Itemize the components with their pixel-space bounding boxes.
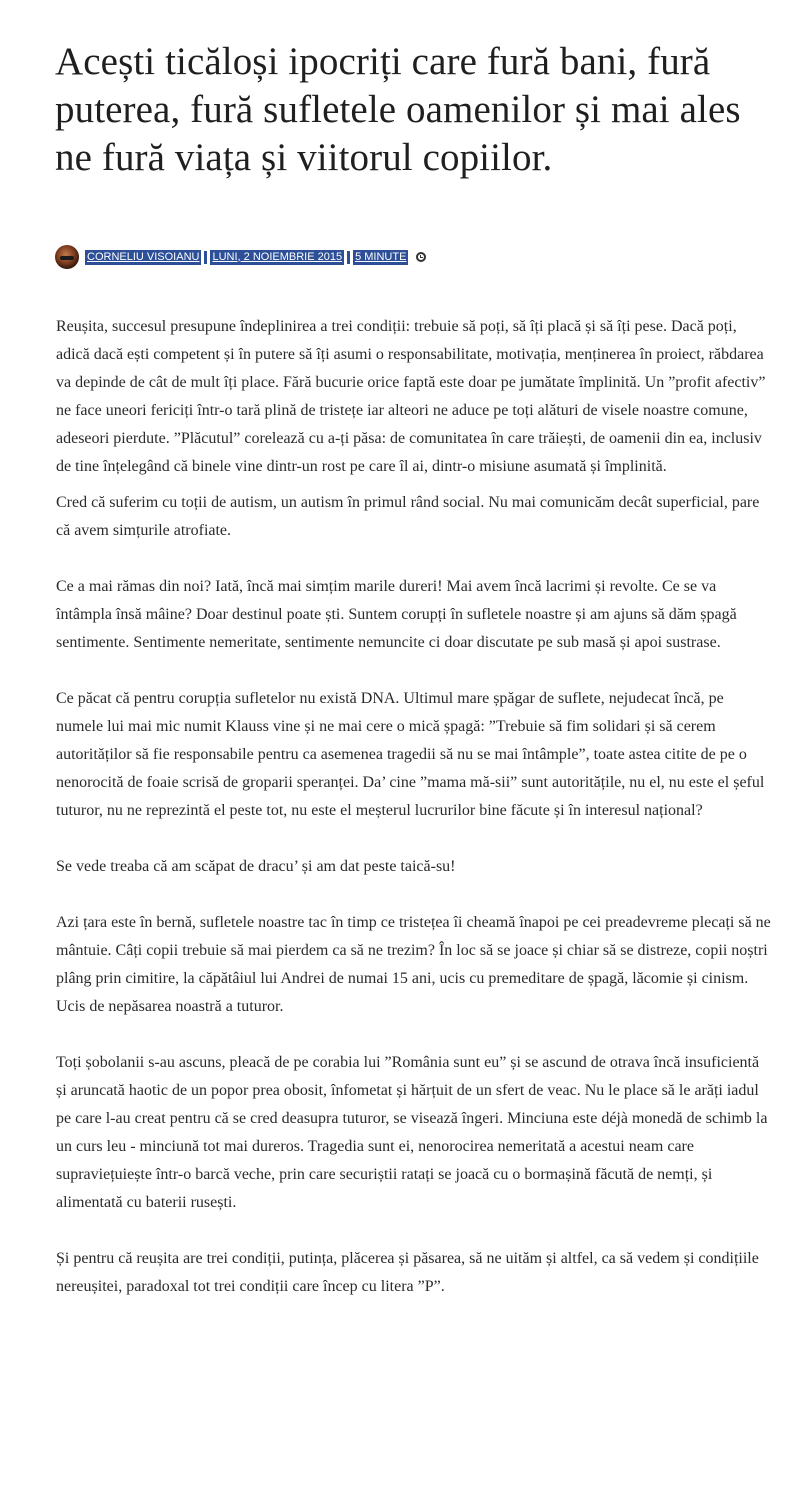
- paragraph: Ce păcat că pentru corupția sufletelor nu există DNA. Ultimul mare șpăgar de suflete, nejudecat încă, pe numele lui mai mic numit Klauss vine și ne mai cere o mică șpagă: ”Trebuie să fim solidari și să cerem autorităților să fie responsabile pentru ca asemenea tragedii să nu se mai întâmple”, toate astea citite de pe o nenorocită de foaie scrisă de groparii speranței. Da’ cine ”mama mă-sii” sunt autoritățile, nu el, nu este el șeful tuturor, nu ne reprezintă el peste tot, nu este el meșterul lucrurilor bine făcute și în interesul național?: [56, 690, 765, 819]
- date-link[interactable]: LUNI, 2 NOIEMBRIE 2015: [212, 250, 343, 263]
- paragraph: Reușita, succesul presupune îndeplinirea a trei condiții: trebuie să poți, să îți placă și să îți pese. Dacă poți, adică dacă ești competent și în putere să îți asumi o responsabilitate, motivația, menținerea în proiect, răbdarea va depinde de cât de mult îți place. Fără bucurie orice faptă este doar pe jumătate împlinită. Un ”profit afectiv” ne face uneori fericiți într-o tară plină de tristețe iar alteori ne aduce pe toți alături de visele noastre comune, adeseori pierdute. ”Plăcutul” corelează cu a-ți păsa: de comunitatea în care trăiești, de oamenii din ea, inclusiv de tine înțelegând că binele vine dintr-un rost pe care îl ai, dintr-o misiune asumată și împlinită.: [56, 318, 766, 475]
- meta-separator: [347, 251, 350, 264]
- article-body: [56, 313, 771, 1329]
- article-title: Acești ticăloși ipocriți care fură bani, fură puterea, fură sufletele oamenilor și mai ales ne fură viața și viitorul copiilor.: [55, 40, 741, 179]
- author-link[interactable]: CORNELIU VISOIANU: [87, 250, 200, 263]
- article-meta: [55, 244, 426, 270]
- paragraph: Ce a mai rămas din noi? Iată, încă mai simțim marile dureri! Mai avem încă lacrimi și revolte. Ce se va întâmpla însă mâine? Doar destinul poate ști. Suntem corupți în sufletele noastre și am ajuns să dăm șpagă sentimente. Sentimente nemeritate, sentimente nemuncite ci doar discutate pe sub masă și apoi sustrase.: [56, 578, 737, 651]
- author-avatar[interactable]: [55, 245, 79, 269]
- paragraph: Se vede treaba că am scăpat de dracu’ și am dat peste taică-su!: [56, 858, 456, 875]
- paragraph: Toți șobolanii s-au ascuns, pleacă de pe corabia lui ”România sunt eu” și se ascund de otrava încă insuficientă și aruncată haotic de un popor prea obosit, înfometat și hărțuit de un sfert de veac. Nu le place să le arăți iadul pe care l-au creat pentru că se cred deasupra tuturor, se visează îngeri. Minciuna este déjà monedă de schimb la un curs leu - minciună tot mai dureros. Tragedia sunt ei, nenorocirea nemeritată a acestui neam care supraviețuiește într-o barcă veche, prin care securiștii ratați se joacă cu o bormașină făcută de nemți, și alimentată cu baterii rusești.: [56, 1054, 768, 1211]
- read-time: 5 MINUTE: [355, 250, 407, 263]
- meta-separator: [204, 251, 207, 264]
- clock-icon: [416, 252, 426, 262]
- paragraph: Și pentru că reușita are trei condiții, putința, plăcerea și păsarea, să ne uităm și altfel, ca să vedem și condițiile nereușitei, paradoxal tot trei condiții care încep cu litera ”P”.: [56, 1250, 759, 1295]
- paragraph: Azi țara este în bernă, sufletele noastre tac în timp ce tristețea îi cheamă înapoi pe cei preadevreme plecați să ne mântuie. Câți copii trebuie să mai pierdem ca să ne trezim? În loc să se joace și chiar să se distreze, copii noștri plâng prin cimitire, la căpătâiul lui Andrei de numai 15 ani, ucis cu premeditare de șpagă, lăcomie și cinism. Ucis de nepăsarea noastră a tuturor.: [56, 914, 771, 1015]
- paragraph: Cred că suferim cu toții de autism, un autism în primul rând social. Nu mai comunicăm decât superficial, pare că avem simțurile atrofiate.: [56, 494, 760, 539]
